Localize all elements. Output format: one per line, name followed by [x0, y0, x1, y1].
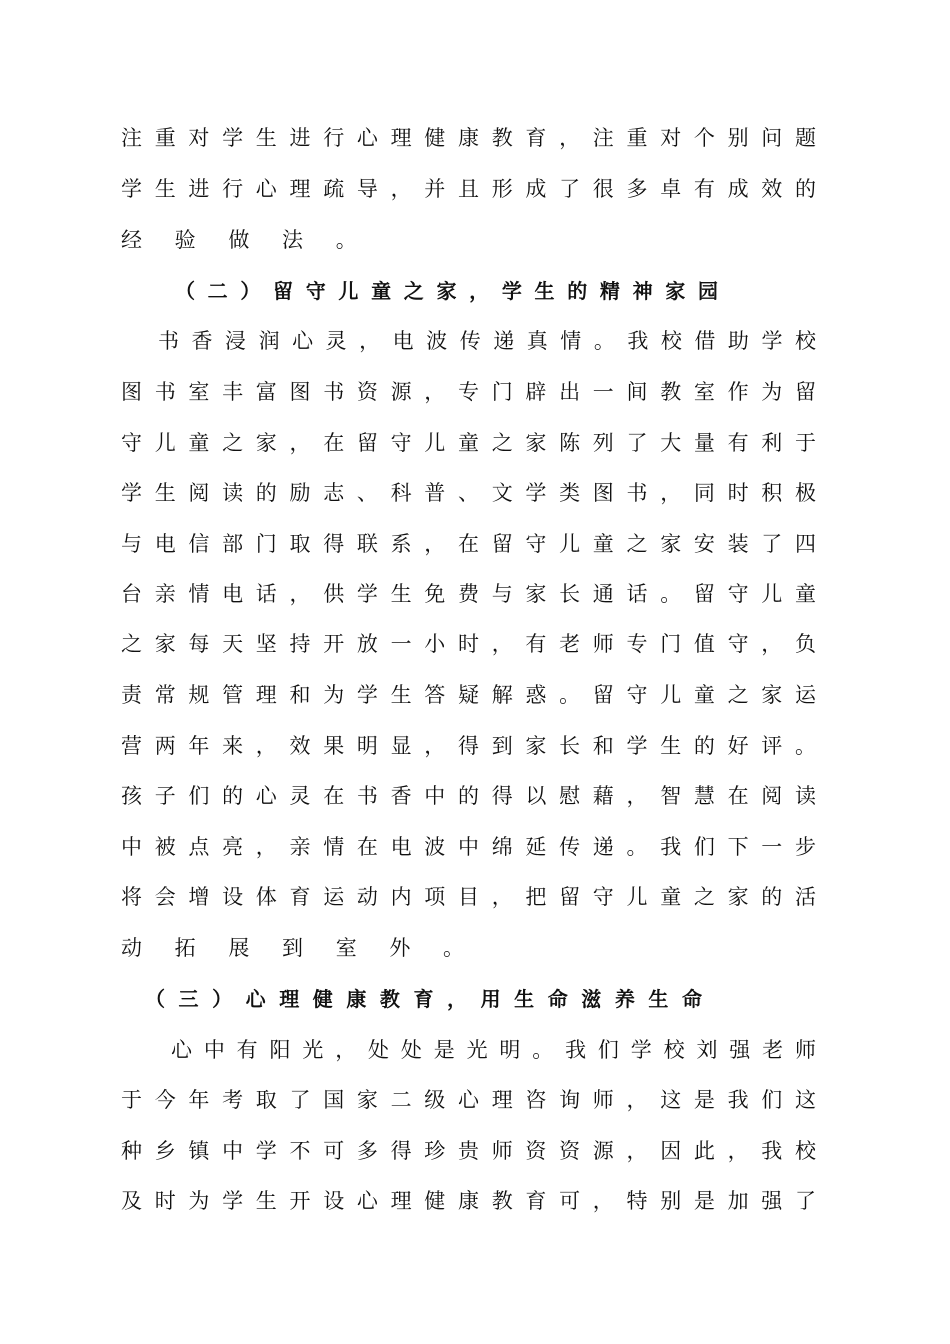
text-line: 动 拓 展 到 室 外 。 [121, 936, 478, 960]
text-line: 种 乡 镇 中 学 不 可 多 得 珍 贵 师 资 资 源 ， 因 此 ， 我 校 [121, 1139, 816, 1163]
text-line: 学 生 阅 读 的 励 志 、 科 普 、 文 学 类 图 书 ， 同 时 积 极 [121, 481, 816, 505]
text-line: 经 验 做 法 。 [121, 228, 370, 252]
text-line: 责 常 规 管 理 和 为 学 生 答 疑 解 惑 。 留 守 儿 童 之 家 运 [121, 683, 816, 707]
section-heading-two: （ 二 ） 留 守 儿 童 之 家 ， 学 生 的 精 神 家 园 [175, 279, 718, 303]
text-line: 将 会 增 设 体 育 运 动 内 项 目 ， 把 留 守 儿 童 之 家 的 活 [121, 885, 816, 909]
text-line: 于 今 年 考 取 了 国 家 二 级 心 理 咨 询 师 ， 这 是 我 们 这 [121, 1088, 816, 1112]
text-line: 注 重 对 学 生 进 行 心 理 健 康 教 育 ， 注 重 对 个 别 问 题 [121, 126, 816, 150]
text-line: 书 香 浸 润 心 灵 ， 电 波 传 递 真 情 。 我 校 借 助 学 校 [158, 329, 816, 353]
text-line: 中 被 点 亮 ， 亲 情 在 电 波 中 绵 延 传 递 。 我 们 下 一 步 [121, 835, 816, 859]
text-line: 图 书 室 丰 富 图 书 资 源 ， 专 门 辟 出 一 间 教 室 作 为 留 [121, 380, 816, 404]
text-line: 心 中 有 阳 光 ， 处 处 是 光 明 。 我 们 学 校 刘 强 老 师 [171, 1038, 816, 1062]
text-line: 孩 子 们 的 心 灵 在 书 香 中 的 得 以 慰 藉 ， 智 慧 在 阅 读 [121, 784, 816, 808]
text-line: 营 两 年 来 ， 效 果 明 显 ， 得 到 家 长 和 学 生 的 好 评 。 [121, 734, 816, 758]
text-line: 及 时 为 学 生 开 设 心 理 健 康 教 育 可 ， 特 别 是 加 强 了 [121, 1189, 816, 1213]
text-line: 之 家 每 天 坚 持 开 放 一 小 时 ， 有 老 师 专 门 值 守 ， 负 [121, 632, 816, 656]
text-line: 学 生 进 行 心 理 疏 导 ， 并 且 形 成 了 很 多 卓 有 成 效 的 [121, 177, 816, 201]
text-line: 台 亲 情 电 话 ， 供 学 生 免 费 与 家 长 通 话 。 留 守 儿 童 [121, 582, 816, 606]
section-heading-three: （ 三 ） 心 理 健 康 教 育 ， 用 生 命 滋 养 生 命 [145, 987, 702, 1011]
text-line: 守 儿 童 之 家 ， 在 留 守 儿 童 之 家 陈 列 了 大 量 有 利 于 [121, 431, 816, 455]
text-line: 与 电 信 部 门 取 得 联 系 ， 在 留 守 儿 童 之 家 安 装 了 四 [121, 532, 816, 556]
